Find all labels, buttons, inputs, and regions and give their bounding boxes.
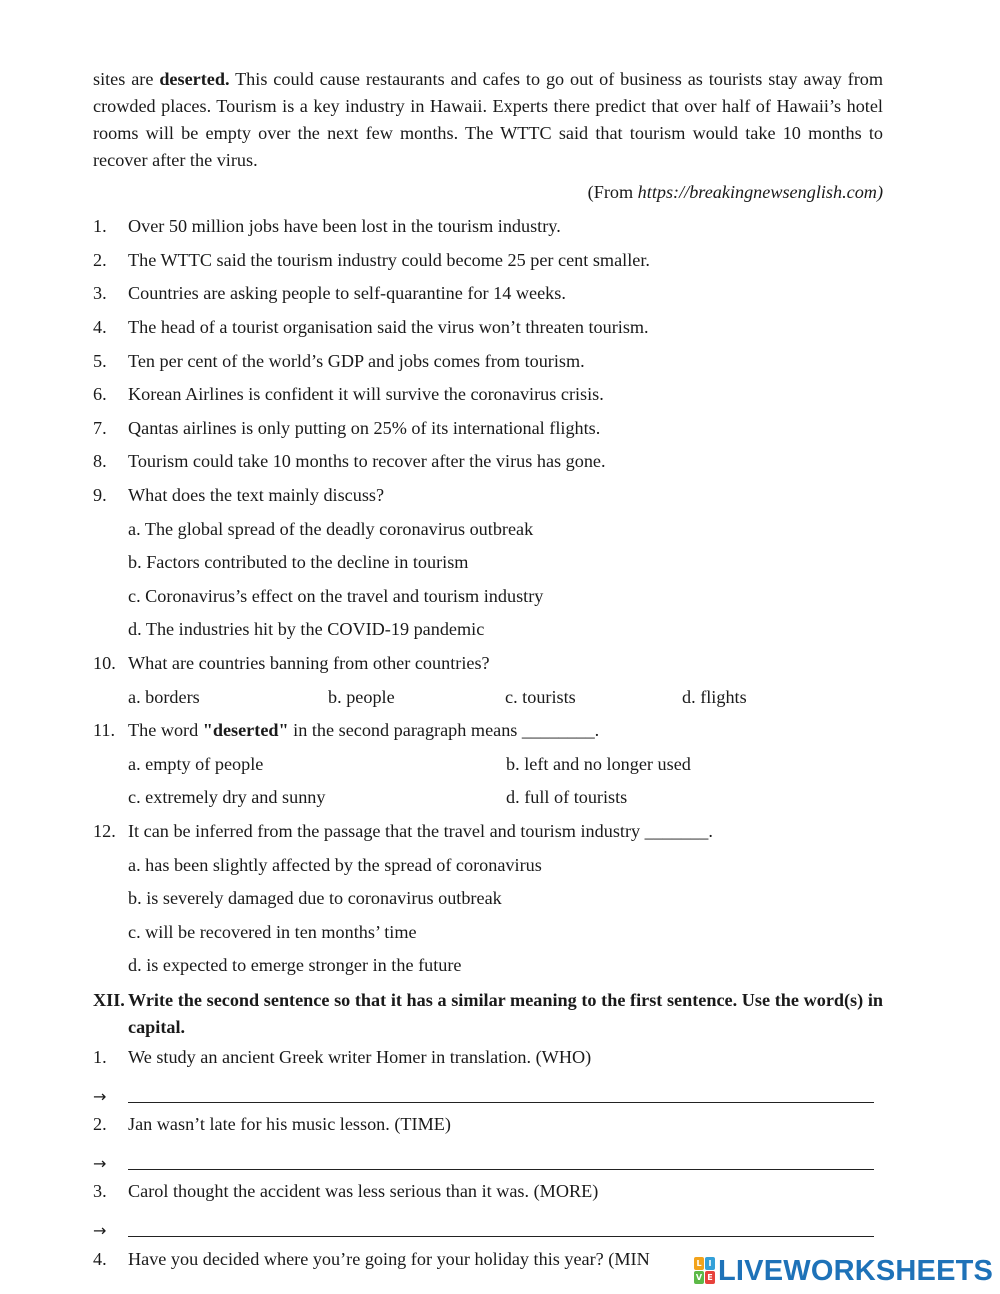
rewrite-prompt xyxy=(93,1041,883,1075)
source-url: https://breakingnewsenglish.com) xyxy=(637,182,883,202)
prompt-number: 1. xyxy=(93,1046,107,1067)
question-text-end: in the second paragraph means ________. xyxy=(288,720,600,741)
answer-option[interactable]: b. is severely damaged due to coronavirus outbreak xyxy=(128,888,502,909)
answer-line[interactable] xyxy=(128,1168,874,1170)
statement-text: Qantas airlines is only putting on 25% of its international flights. xyxy=(128,417,601,438)
answer-row xyxy=(93,1209,883,1243)
answer-option[interactable]: c. tourists xyxy=(505,686,576,707)
prompt-number: 2. xyxy=(93,1114,107,1135)
answer-option[interactable]: d. flights xyxy=(682,686,747,707)
question-number: 9. xyxy=(93,485,107,506)
section-number: XII. xyxy=(93,989,125,1010)
liveworksheets-mark-icon xyxy=(694,1257,716,1285)
prompt-text: Have you decided where you’re going for your holiday this year? (MIN xyxy=(128,1248,650,1269)
rewrite-prompt xyxy=(93,1108,883,1142)
prompt-text: Jan wasn’t late for his music lesson. (TIME) xyxy=(128,1114,451,1135)
answer-option[interactable]: d. is expected to emerge stronger in the future xyxy=(128,955,462,976)
source-citation xyxy=(93,179,883,206)
question-text: It can be inferred from the passage that the travel and tourism industry _______. xyxy=(128,820,713,841)
statement-item xyxy=(93,311,883,345)
liveworksheets-logo[interactable] xyxy=(692,1254,993,1288)
question-number: 11. xyxy=(93,720,116,741)
answer-options-row xyxy=(93,680,883,714)
statement-text: The WTTC said the tourism industry could become 25 per cent smaller. xyxy=(128,249,650,270)
passage-text-start: sites are xyxy=(93,69,160,89)
answer-option[interactable]: c. Coronavirus’s effect on the travel and tourism industry xyxy=(128,585,544,606)
answer-row xyxy=(93,1141,883,1175)
answer-option[interactable]: c. will be recovered in ten months’ time xyxy=(128,921,417,942)
question-10 xyxy=(93,647,883,714)
prompt-number: 4. xyxy=(93,1248,107,1269)
answer-line[interactable] xyxy=(128,1101,874,1103)
statement-item xyxy=(93,277,883,311)
logo-mark-letter: E xyxy=(705,1271,715,1284)
answer-option[interactable]: a. has been slightly affected by the spread of coronavirus xyxy=(128,854,542,875)
passage-bold-word: deserted. xyxy=(159,69,230,89)
answer-options-row xyxy=(93,781,883,815)
statement-item xyxy=(93,210,883,244)
rewrite-prompt xyxy=(93,1175,883,1209)
logo-mark-letter: I xyxy=(705,1257,715,1270)
statement-text: The head of a tourist organisation said the virus won’t threaten tourism. xyxy=(128,317,649,338)
statement-number: 3. xyxy=(93,283,107,304)
statement-item xyxy=(93,445,883,479)
section-instruction: Write the second sentence so that it has a similar meaning to the first sentence. Use the word(s) in capital. xyxy=(128,989,883,1037)
question-number: 10. xyxy=(93,653,116,674)
section-heading xyxy=(93,987,883,1041)
rewrite-exercise xyxy=(93,1041,883,1276)
statement-number: 6. xyxy=(93,384,107,405)
answer-option[interactable]: b. Factors contributed to the decline in tourism xyxy=(128,552,469,573)
arrow-icon: → xyxy=(93,1154,107,1174)
arrow-icon: → xyxy=(93,1221,107,1241)
statement-text: Over 50 million jobs have been lost in the tourism industry. xyxy=(128,216,561,237)
question-bold-word: "deserted" xyxy=(202,720,289,741)
statement-number: 2. xyxy=(93,249,107,270)
statement-number: 8. xyxy=(93,451,107,472)
statement-list xyxy=(93,210,883,479)
statement-number: 5. xyxy=(93,350,107,371)
statement-item xyxy=(93,412,883,446)
prompt-number: 3. xyxy=(93,1181,107,1202)
answer-option[interactable]: b. people xyxy=(328,686,395,707)
answer-option[interactable]: a. borders xyxy=(128,686,200,707)
question-text xyxy=(128,720,883,741)
question-11 xyxy=(93,714,883,815)
question-9 xyxy=(93,479,883,647)
statement-text: Tourism could take 10 months to recover after the virus has gone. xyxy=(128,451,606,472)
passage-paragraph xyxy=(93,66,883,174)
question-text: What does the text mainly discuss? xyxy=(128,485,385,506)
question-text: What are countries banning from other countries? xyxy=(128,653,490,674)
logo-wordmark: LIVEWORKSHEETS xyxy=(718,1254,994,1287)
answer-options-row xyxy=(93,748,883,782)
question-12 xyxy=(93,815,883,983)
answer-option[interactable]: d. full of tourists xyxy=(506,787,628,808)
statement-number: 4. xyxy=(93,317,107,338)
answer-option[interactable]: a. empty of people xyxy=(128,753,264,774)
statement-number: 7. xyxy=(93,417,107,438)
prompt-text: We study an ancient Greek writer Homer in translation. (WHO) xyxy=(128,1046,592,1067)
answer-line[interactable] xyxy=(128,1235,874,1237)
statement-text: Ten per cent of the world’s GDP and jobs comes from tourism. xyxy=(128,350,585,371)
answer-option[interactable]: d. The industries hit by the COVID-19 pandemic xyxy=(128,619,485,640)
question-text-start: The word xyxy=(128,720,203,741)
prompt-text: Carol thought the accident was less serious than it was. (MORE) xyxy=(128,1181,599,1202)
arrow-icon: → xyxy=(93,1086,107,1106)
statement-text: Korean Airlines is confident it will survive the coronavirus crisis. xyxy=(128,384,604,405)
worksheet-page xyxy=(93,66,883,1276)
statement-item xyxy=(93,378,883,412)
answer-row xyxy=(93,1074,883,1108)
source-prefix: (From xyxy=(587,182,638,202)
logo-mark-letter: L xyxy=(694,1257,704,1270)
statement-text: Countries are asking people to self-quarantine for 14 weeks. xyxy=(128,283,566,304)
answer-option[interactable]: a. The global spread of the deadly coronavirus outbreak xyxy=(128,518,534,539)
question-number: 12. xyxy=(93,820,116,841)
passage-text-rest: This could cause restaurants and cafes to go out of business as tourists stay away from crowded places. Tourism is a key industry in Hawaii. Experts there predict that over half of Hawaii’s hotel rooms will be empty over the next few months. The WTTC said that tourism would take 10 months to recover after the virus. xyxy=(93,69,883,170)
answer-option[interactable]: c. extremely dry and sunny xyxy=(128,787,326,808)
statement-item xyxy=(93,244,883,278)
statement-item xyxy=(93,344,883,378)
statement-number: 1. xyxy=(93,216,107,237)
answer-option[interactable]: b. left and no longer used xyxy=(506,753,691,774)
logo-mark-letter: V xyxy=(695,1273,703,1282)
